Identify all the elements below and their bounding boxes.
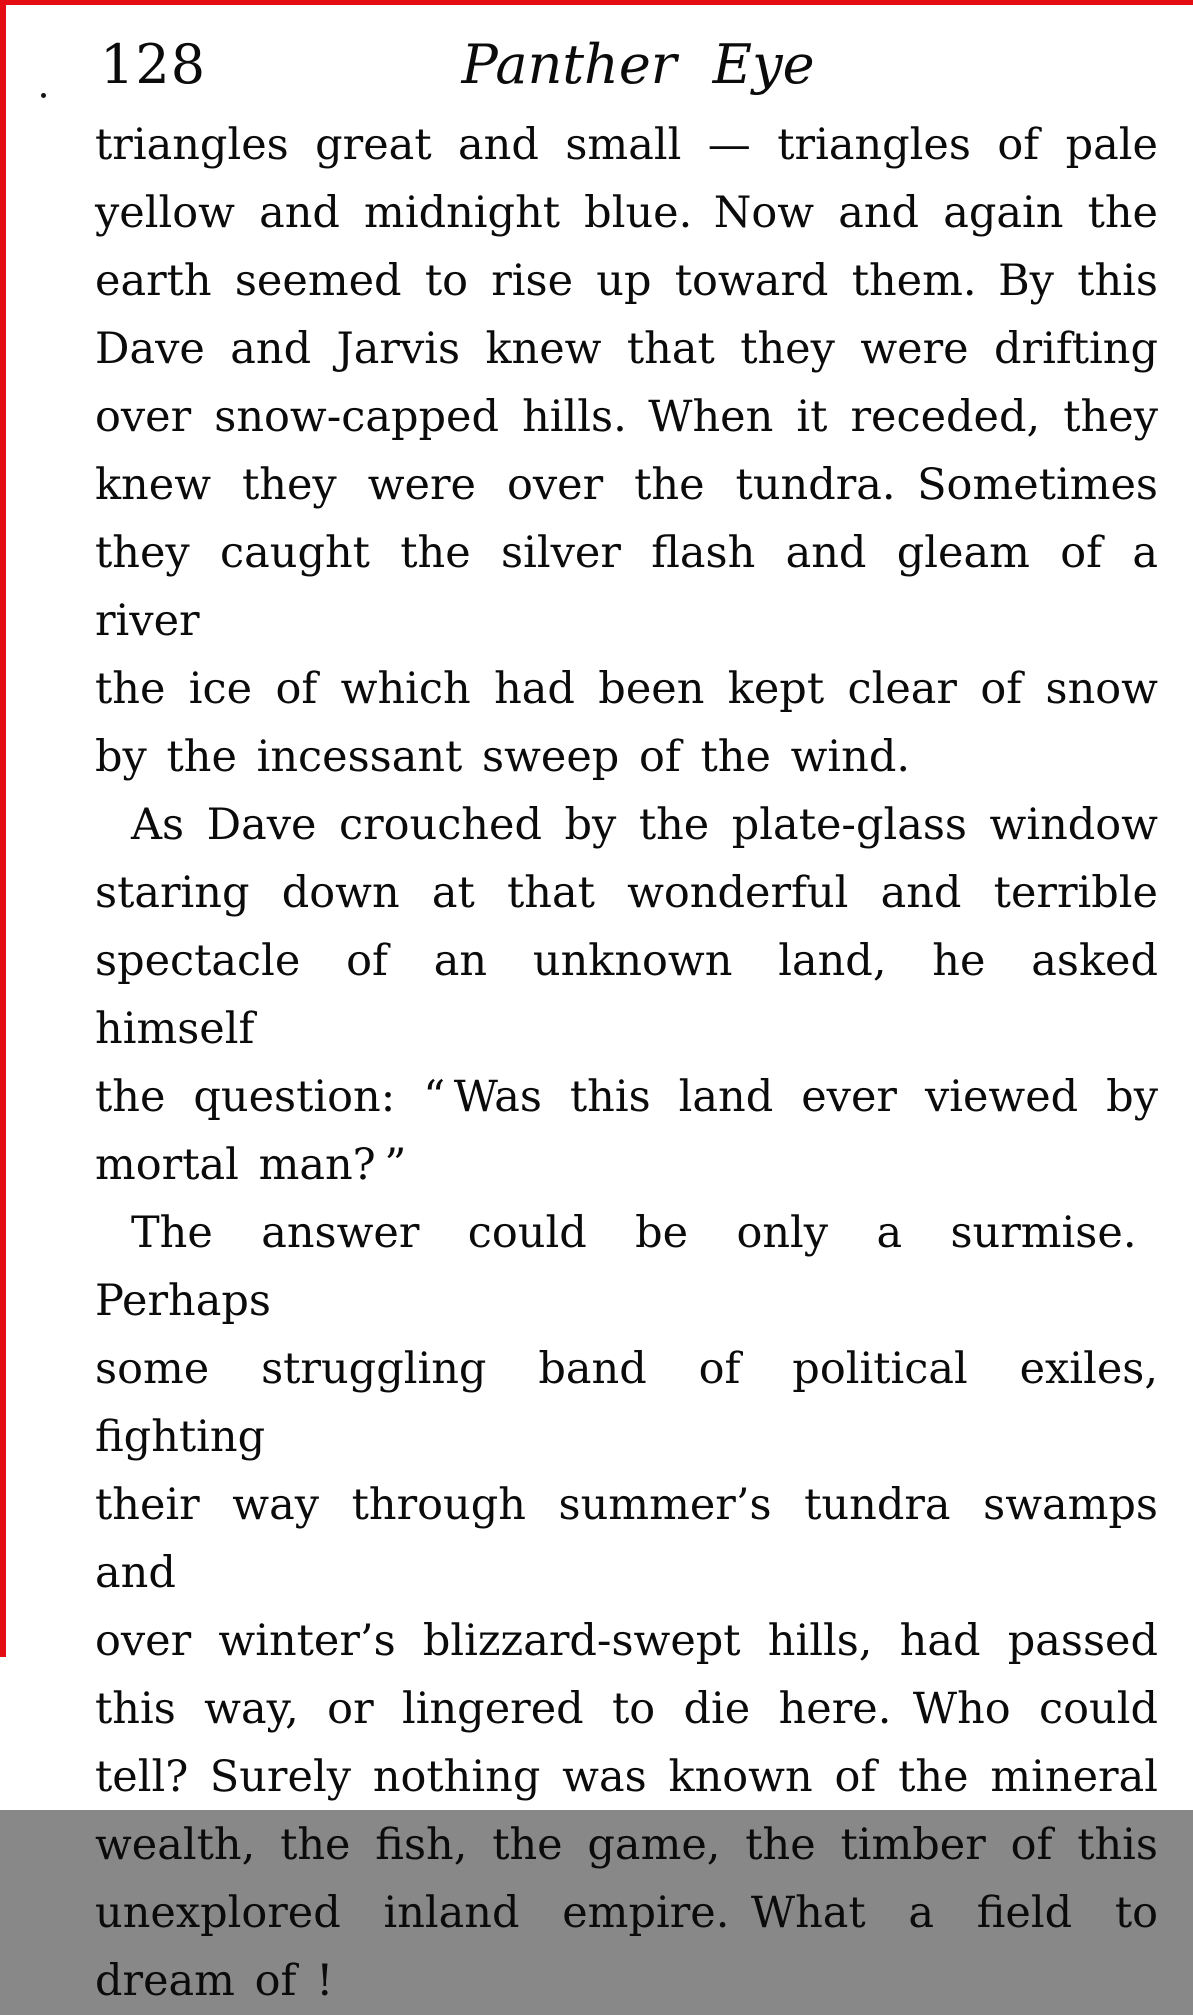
text-line: wealth, the fish, the game, the timber of this — [95, 1820, 1158, 1870]
text-line: earth seemed to rise up toward them. By this — [95, 256, 1158, 306]
page-header — [0, 33, 1193, 103]
text-line: over snow-capped hills. When it receded, they — [95, 392, 1158, 442]
text-line: staring down at that wonderful and terrible — [95, 868, 1158, 918]
text-line: As Dave crouched by the plate-glass window — [131, 800, 1158, 850]
text-line: the ice of which had been kept clear of snow — [95, 664, 1158, 714]
scan-speck — [41, 93, 46, 98]
text-line: Dave and Jarvis knew that they were drifting — [95, 324, 1158, 374]
text-line: spectacle of an unknown land, he asked himself — [95, 936, 1158, 1054]
text-line: this way, or lingered to die here. Who could — [95, 1684, 1158, 1734]
scan-edge-left-line — [0, 0, 6, 1657]
text-line: over winter’s blizzard-swept hills, had passed — [95, 1616, 1158, 1666]
page-number: 128 — [100, 33, 207, 96]
paragraph — [95, 111, 1158, 791]
text-line: dream of ! — [95, 1956, 334, 2006]
text-line: yellow and midnight blue. Now and again the — [95, 188, 1158, 238]
text-line: by the incessant sweep of the wind. — [95, 732, 911, 782]
running-title: Panther Eye — [461, 33, 815, 96]
text-line: some struggling band of political exiles, fighting — [95, 1344, 1158, 1462]
text-line: unexplored inland empire. What a field to — [95, 1888, 1158, 1938]
text-line: The answer could be only a surmise. Perhaps — [95, 1208, 1158, 1326]
paragraph — [95, 791, 1158, 1199]
text-line: their way through summer’s tundra swamps and — [95, 1480, 1158, 1598]
text-line: the question: “ Was this land ever viewed by — [95, 1072, 1158, 1122]
paragraph — [95, 1199, 1158, 2015]
text-line: triangles great and small — triangles of pale — [95, 120, 1158, 170]
text-line: they caught the silver flash and gleam of a river — [95, 528, 1158, 646]
text-line: mortal man? ” — [95, 1140, 407, 1190]
text-line: knew they were over the tundra. Sometimes — [95, 460, 1158, 510]
text-line: tell? Surely nothing was known of the mineral — [95, 1752, 1158, 1802]
scan-edge-top-line — [0, 0, 1193, 5]
body-text — [95, 111, 1158, 2015]
